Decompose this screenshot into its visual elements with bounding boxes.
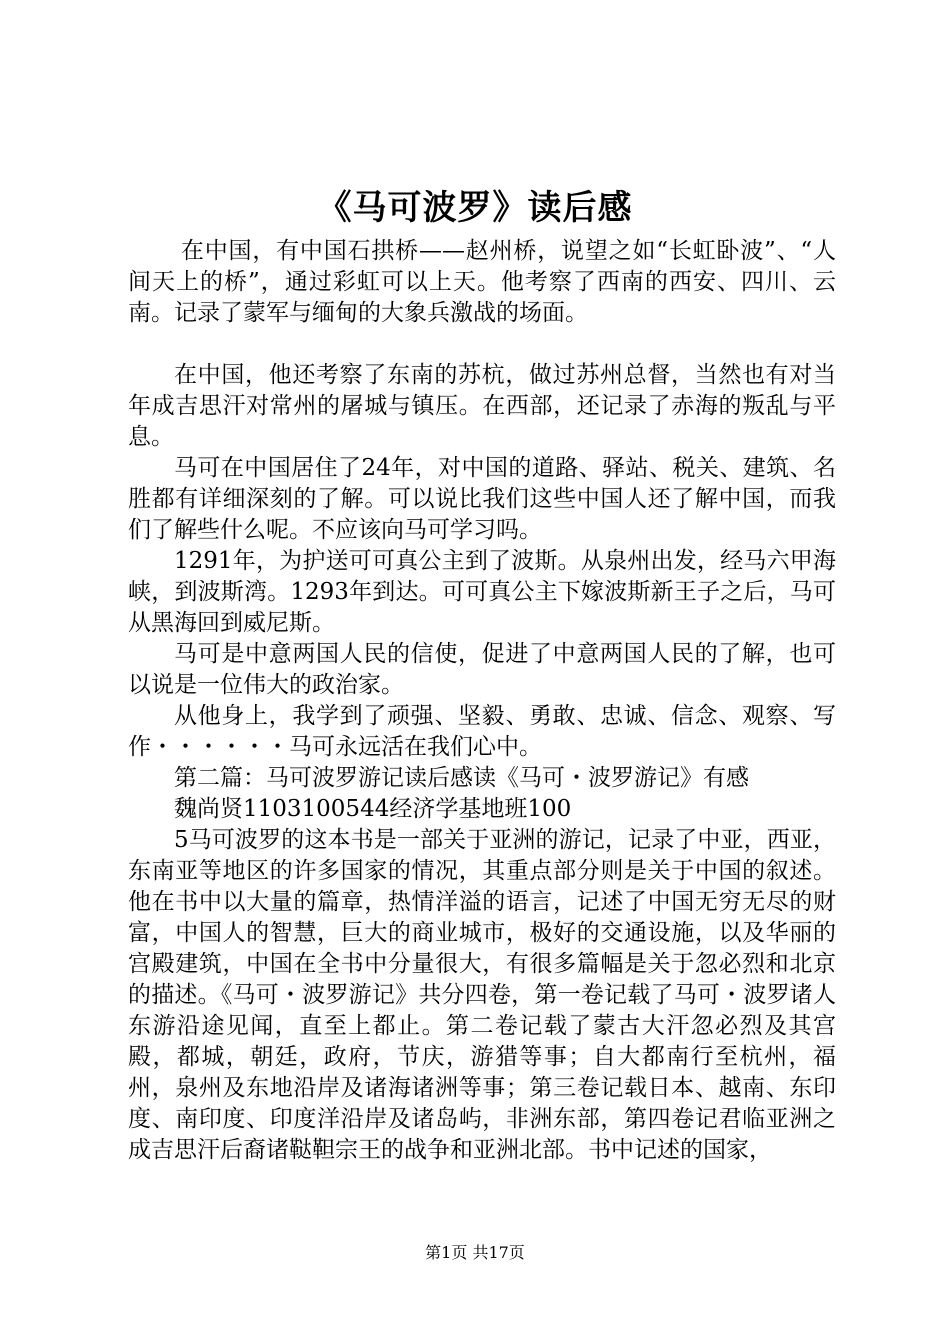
author-line: 魏尚贤1103100544经济学基地班100 xyxy=(174,796,572,822)
paragraph-1: 在中国，有中国石拱桥——赵州桥，说望之如“长虹卧波”、“人间天上的桥”，通过彩虹可以上天。他考察了西南的西安、四川、云南。记录了蒙军与缅甸的大象兵激战的场面。 xyxy=(128,238,836,326)
paragraph-5: 马可是中意两国人民的信使，促进了中意两国人民的了解，也可以说是一位伟大的政治家。 xyxy=(128,641,836,698)
paragraph-4: 1291年，为护送可可真公主到了波斯。从泉州出发，经马六甲海峡，到波斯湾。1293年到达。可可真公主下嫁波斯新王子之后，马可从黑海回到威尼斯。 xyxy=(128,548,836,636)
paragraph-7: 5马可波罗的这本书是一部关于亚洲的游记，记录了中亚，西亚，东南亚等地区的许多国家的情况，其重点部分则是关于中国的叙述。他在书中以大量的篇章，热情洋溢的语言，记述了中国无穷无尽的财富，中国人的智慧，巨大的商业城市，极好的交通设施，以及华丽的宫殿建筑，中国在全书中分量很大，有很多篇幅是关于忽必烈和北京的描述。《马可・波罗游记》共分四卷，第一卷记载了马可・波罗诸人东游沿途见闻，直至上都止。第二卷记载了蒙古大汗忽必烈及其宫殿，都城，朝廷，政府，节庆，游猎等事；自大都南行至杭州，福州，泉州及东地沿岸及诸海诸洲等事；第三卷记载日本、越南、东印度、南印度、印度洋沿岸及诸岛屿，非洲东部，第四卷记君临亚洲之成吉思汗后裔诸鞑靼宗王的战争和亚洲北部。书中记述的国家， xyxy=(128,827,836,1163)
document-title: 《马可波罗》读后感 xyxy=(317,188,633,228)
paragraph-6: 从他身上，我学到了顽强、坚毅、勇敢、忠诚、信念、观察、写作・・・・・・马可永远活在我们心中。 xyxy=(128,703,836,760)
page-footer: 第1页 共17页 xyxy=(425,1243,525,1262)
document-body xyxy=(128,236,836,1166)
section-heading: 第二篇：马可波罗游记读后感读《马可・波罗游记》有感 xyxy=(174,765,749,791)
paragraph-3: 马可在中国居住了24年，对中国的道路、驿站、税关、建筑、名胜都有详细深刻的了解。可以说比我们这些中国人还了解中国，而我们了解些什么呢。不应该向马可学习吗。 xyxy=(128,455,836,543)
paragraph-2: 在中国，他还考察了东南的苏杭，做过苏州总督，当然也有对当年成吉思汗对常州的屠城与镇压。在西部，还记录了赤海的叛乱与平息。 xyxy=(128,362,836,450)
